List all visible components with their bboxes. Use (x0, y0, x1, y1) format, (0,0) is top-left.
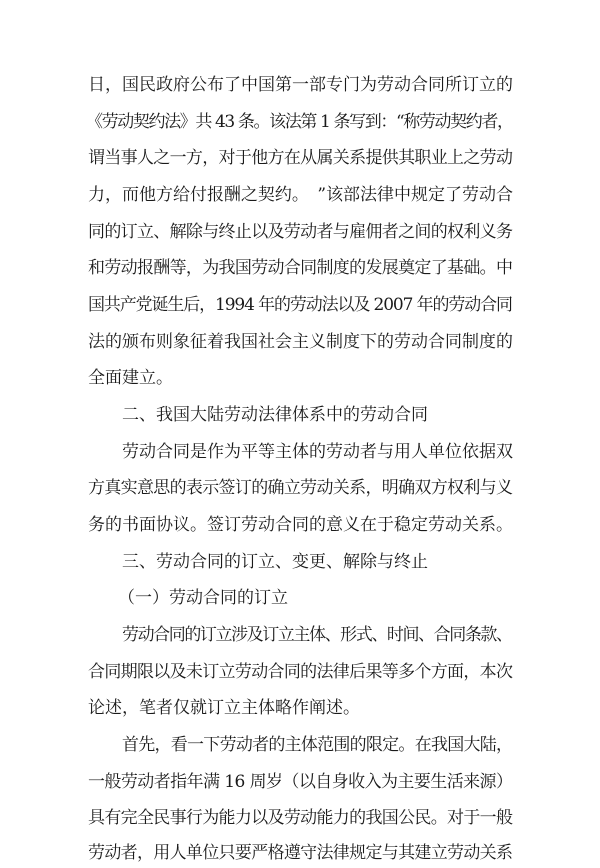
text-line (0, 143, 600, 173)
text-line (0, 767, 600, 797)
text-line (0, 363, 600, 393)
line-text: 国共产党诞生后，1994 年的劳动法以及 2007 年的劳动合同 (88, 295, 512, 315)
text-line (0, 657, 600, 687)
text-line (0, 217, 600, 247)
line-text: 和劳动报酬等，为我国劳动合同制度的发展奠定了基础。中 (88, 258, 513, 278)
text-line (0, 327, 600, 357)
text-line (0, 290, 600, 320)
line-text: 劳动合同的订立涉及订立主体、形式、时间、合同条款、 (122, 625, 512, 645)
line-text: 劳动合同是作为平等主体的劳动者与用人单位依据双 (122, 442, 513, 462)
line-text: 方真实意思的表示签订的确立劳动关系，明确双方权利与义 (88, 478, 513, 498)
line-text: 务的书面协议。签订劳动合同的意义在于稳定劳动关系。 (88, 515, 513, 535)
line-text: 《劳动契约法》共 43 条。该法第 1 条写到：“称劳动契约者， (86, 112, 513, 132)
text-line (0, 510, 600, 540)
text-line (0, 620, 600, 650)
text-line (0, 473, 600, 503)
line-text: 力，而他方给付报酬之契约。 ”该部法律中规定了劳动合 (88, 185, 513, 205)
line-text: 谓当事人之一方，对于他方在从属关系提供其职业上之劳动 (88, 148, 513, 168)
text-line (0, 107, 600, 137)
text-line (0, 803, 600, 833)
subsection-heading (0, 583, 600, 613)
line-text: 具有完全民事行为能力以及劳动能力的我国公民。对于一般 (88, 808, 513, 828)
line-text: 全面建立。 (88, 368, 173, 388)
line-text: 首先，看一下劳动者的主体范围的限定。在我国大陆， (122, 735, 513, 755)
line-text: 日，国民政府公布了中国第一部专门为劳动合同所订立的 (88, 75, 513, 95)
section-heading (0, 400, 600, 430)
line-text: 一般劳动者指年满 16 周岁（以自身收入为主要生活来源） (88, 772, 513, 792)
text-line (0, 730, 600, 760)
section-heading (0, 547, 600, 577)
text-line (0, 437, 600, 467)
text-line (0, 253, 600, 283)
line-text: 法的颁布则象征着我国社会主义制度下的劳动合同制度的 (88, 332, 513, 352)
line-text: 三、劳动合同的订立、变更、解除与终止 (122, 552, 428, 572)
text-line (0, 180, 600, 210)
line-text: 论述，笔者仅就订立主体略作阐述。 (88, 698, 360, 718)
line-text: 同的订立、解除与终止以及劳动者与雇佣者之间的权利义务 (88, 222, 513, 242)
line-text: 二、我国大陆劳动法律体系中的劳动合同 (122, 405, 428, 425)
text-line (0, 838, 600, 868)
line-text: 合同期限以及未订立劳动合同的法律后果等多个方面，本次 (88, 662, 513, 682)
text-line (0, 70, 600, 100)
line-text: （一）劳动合同的订立 (118, 588, 288, 608)
line-text: 劳动者，用人单位只要严格遵守法律规定与其建立劳动关系 (88, 843, 513, 863)
text-line (0, 693, 600, 723)
